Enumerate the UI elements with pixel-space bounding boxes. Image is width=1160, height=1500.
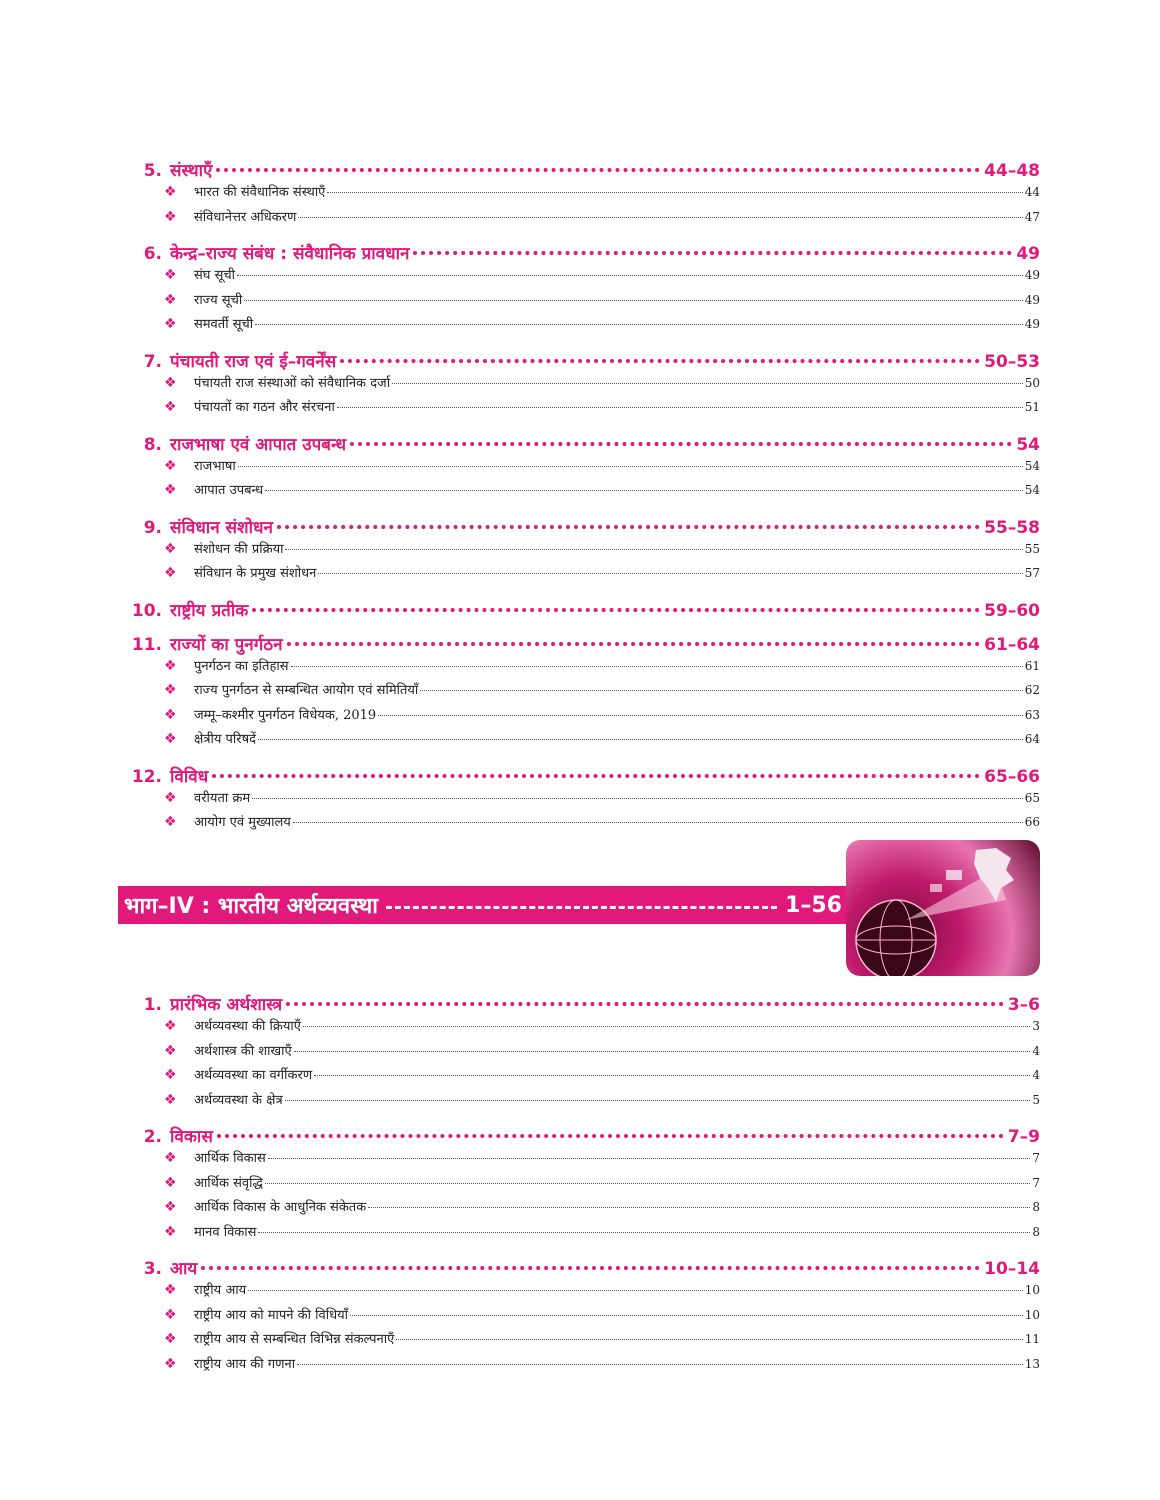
chapter-number: 5. [143, 161, 162, 181]
diamond-bullet-icon: ❖ [164, 184, 177, 200]
leader-dots [392, 383, 1023, 384]
topic-title: राष्ट्रीय आय की गणना [194, 1356, 296, 1372]
leader-dots [237, 275, 1023, 276]
leader-dots [314, 1075, 1030, 1076]
chapter-pages: 3–6 [1007, 995, 1040, 1015]
leader-dots [265, 490, 1023, 491]
leader-dots [258, 1232, 1030, 1233]
diamond-bullet-icon: ❖ [164, 482, 177, 498]
chapter-heading[interactable] [128, 432, 1040, 456]
topic-page: 4 [1032, 1068, 1040, 1082]
chapter-number: 11. [131, 634, 162, 655]
leader-dots [255, 324, 1023, 325]
topic-page: 50 [1024, 375, 1040, 390]
chapter-number: 3. [143, 1259, 162, 1279]
leader-dots [368, 1207, 1030, 1208]
diamond-bullet-icon: ❖ [164, 1282, 177, 1298]
part-pages: 1–56 [785, 892, 842, 918]
chapter-heading[interactable] [128, 241, 1040, 265]
chapter-heading[interactable] [128, 349, 1040, 373]
topic-entry[interactable] [128, 680, 1040, 705]
diamond-bullet-icon: ❖ [164, 814, 177, 830]
leader-dots [244, 300, 1023, 301]
topic-entry[interactable] [128, 1354, 1040, 1379]
diamond-bullet-icon: ❖ [164, 399, 177, 415]
globe-india-map-image [846, 840, 1040, 976]
chapter-number: 10. [131, 600, 162, 621]
topic-entry[interactable] [128, 182, 1040, 207]
topic-page: 64 [1024, 732, 1040, 746]
topic-title: संघ सूची [194, 268, 236, 283]
diamond-bullet-icon: ❖ [164, 316, 177, 332]
topic-title: मानव विकास [194, 1224, 257, 1240]
topic-title: आर्थिक विकास के आधुनिक संकेतक [194, 1200, 367, 1215]
leader-dots [297, 1364, 1023, 1365]
topic-entry[interactable] [128, 456, 1040, 481]
topic-page: 66 [1024, 815, 1040, 829]
chapter-title: संविधान संशोधन [170, 517, 273, 538]
chapter-number: 12. [131, 766, 162, 787]
topic-page: 65 [1024, 790, 1040, 805]
topic-entry[interactable] [128, 290, 1040, 315]
chapter-title: विविध [170, 766, 209, 787]
leader-dots [337, 407, 1023, 408]
topic-title: राजभाषा [194, 458, 236, 474]
chapter-title: राज्यों का पुनर्गठन [170, 634, 283, 655]
leader-dots [212, 774, 980, 778]
topic-entry[interactable] [128, 1305, 1040, 1330]
leader-dots [277, 525, 980, 529]
diamond-bullet-icon: ❖ [164, 706, 177, 723]
chapter-number: 6. [143, 244, 162, 264]
chapter-title: राजभाषा एवं आपात उपबन्ध [170, 434, 347, 455]
topic-page: 51 [1024, 400, 1040, 414]
topic-title: क्षेत्रीय परिषदें [194, 732, 257, 747]
chapter-pages: 54 [1016, 434, 1040, 455]
topic-title: अर्थव्यवस्था की क्रियाएँ [194, 1019, 301, 1034]
topic-entry[interactable] [128, 1222, 1040, 1247]
diamond-bullet-icon: ❖ [164, 1042, 177, 1059]
leader-dots [258, 739, 1023, 740]
toc-section-polity [128, 148, 1040, 837]
topic-entry[interactable] [128, 1065, 1040, 1090]
topic-page: 8 [1032, 1200, 1040, 1214]
diamond-bullet-icon: ❖ [164, 267, 177, 283]
leader-dots [252, 798, 1023, 799]
topic-entry[interactable] [128, 1148, 1040, 1173]
chapter-pages: 65–66 [984, 766, 1040, 787]
leader-dots [350, 1315, 1023, 1316]
chapter-title: राष्ट्रीय प्रतीक [170, 600, 249, 621]
leader-dots [268, 1158, 1031, 1159]
diamond-bullet-icon: ❖ [164, 789, 177, 806]
topic-entry[interactable] [128, 1090, 1040, 1115]
diamond-bullet-icon: ❖ [164, 1199, 177, 1215]
topic-entry[interactable] [128, 1280, 1040, 1305]
leader-dots [238, 466, 1023, 467]
topic-title: संविधानेत्तर अधिकरण [194, 209, 297, 225]
diamond-bullet-icon: ❖ [164, 657, 177, 674]
topic-title: वरीयता क्रम [194, 790, 251, 806]
diamond-bullet-icon: ❖ [164, 374, 177, 391]
chapter-number: 8. [143, 434, 162, 455]
chapter-heading[interactable] [128, 764, 1040, 788]
part-title: भाग–IV : भारतीय अर्थव्यवस्था [124, 894, 378, 919]
topic-entry[interactable] [128, 705, 1040, 730]
chapter-pages: 10–14 [984, 1259, 1040, 1279]
diamond-bullet-icon: ❖ [164, 682, 177, 698]
diamond-bullet-icon: ❖ [164, 1018, 177, 1034]
topic-page: 4 [1032, 1043, 1040, 1058]
topic-page: 55 [1024, 541, 1040, 556]
chapter-heading[interactable] [128, 1124, 1040, 1148]
topic-entry[interactable] [128, 563, 1040, 588]
topic-page: 8 [1032, 1224, 1040, 1239]
topic-page: 57 [1024, 566, 1040, 580]
chapter-pages: 55–58 [984, 517, 1040, 538]
topic-entry[interactable] [128, 1329, 1040, 1354]
topic-title: संविधान के प्रमुख संशोधन [194, 566, 317, 581]
leader-dots [216, 168, 980, 172]
chapter-number: 1. [143, 995, 162, 1015]
topic-title: राष्ट्रीय आय [194, 1283, 247, 1298]
topic-page: 3 [1032, 1019, 1040, 1033]
leader-dots [413, 251, 1012, 255]
chapter-heading[interactable] [128, 1256, 1040, 1280]
topic-page: 49 [1024, 268, 1040, 282]
topic-title: आर्थिक विकास [194, 1151, 266, 1166]
part-heading-band[interactable] [118, 886, 848, 924]
leader-dots [285, 1100, 1031, 1101]
diamond-bullet-icon: ❖ [164, 457, 177, 474]
topic-title: समवर्ती सूची [194, 317, 254, 332]
chapter-heading[interactable] [128, 515, 1040, 539]
leader-dots [265, 1183, 1031, 1184]
diamond-bullet-icon: ❖ [164, 1223, 177, 1240]
topic-title: अर्थव्यवस्था का वर्गीकरण [194, 1068, 313, 1083]
topic-page: 5 [1032, 1092, 1040, 1107]
topic-page: 62 [1024, 683, 1040, 697]
leader-dots [298, 217, 1022, 218]
topic-page: 7 [1032, 1151, 1040, 1165]
topic-page: 47 [1024, 209, 1040, 224]
diamond-bullet-icon: ❖ [164, 1067, 177, 1083]
topic-entry[interactable] [128, 729, 1040, 754]
topic-title: आपात उपबन्ध [194, 483, 264, 498]
topic-title: अर्थशास्त्र की शाखाएँ [194, 1043, 292, 1059]
chapter-title: आय [170, 1259, 198, 1279]
chapter-pages: 49 [1016, 244, 1040, 264]
topic-title: जम्मू–कश्मीर पुनर्गठन विधेयक, 2019 [194, 707, 377, 723]
topic-entry[interactable] [128, 539, 1040, 564]
leader-dots [350, 442, 1012, 446]
topic-title: आयोग एवं मुख्यालय [194, 815, 291, 830]
toc-section-economy [128, 982, 1040, 1378]
topic-entry[interactable] [128, 1197, 1040, 1222]
topic-page: 61 [1024, 658, 1040, 673]
topic-title: राष्ट्रीय आय से सम्बन्धित विभिन्न संकल्पनाएँ [194, 1332, 395, 1347]
diamond-bullet-icon: ❖ [164, 1331, 177, 1347]
leader-dots [327, 192, 1022, 193]
leader-dots [287, 642, 981, 646]
leader-dots [286, 1002, 1004, 1006]
topic-entry[interactable] [128, 480, 1040, 505]
topic-entry[interactable] [128, 1041, 1040, 1066]
topic-title: पंचायतों का गठन और संरचना [194, 400, 335, 415]
leader-dots [201, 1266, 980, 1270]
chapter-heading[interactable] [128, 598, 1040, 622]
chapter-number: 9. [143, 517, 162, 538]
topic-entry[interactable] [128, 1016, 1040, 1041]
diamond-bullet-icon: ❖ [164, 1306, 177, 1323]
topic-page: 10 [1024, 1283, 1040, 1297]
topic-page: 54 [1024, 483, 1040, 497]
diamond-bullet-icon: ❖ [164, 540, 177, 557]
leader-dots [340, 359, 980, 363]
chapter-number: 2. [143, 1127, 162, 1147]
chapter-number: 7. [143, 351, 162, 372]
leader-dots [291, 666, 1023, 667]
topic-page: 10 [1024, 1307, 1040, 1322]
topic-entry[interactable] [128, 265, 1040, 290]
leader-dots [396, 1339, 1022, 1340]
topic-entry[interactable] [128, 1173, 1040, 1198]
topic-entry[interactable] [128, 656, 1040, 681]
topic-page: 11 [1024, 1332, 1040, 1346]
diamond-bullet-icon: ❖ [164, 208, 177, 225]
topic-title: आर्थिक संवृद्धि [194, 1175, 263, 1191]
topic-title: राष्ट्रीय आय को मापने की विधियाँ [194, 1307, 348, 1323]
chapter-heading[interactable] [128, 992, 1040, 1016]
topic-page: 49 [1024, 317, 1040, 331]
chapter-title: संस्थाएँ [170, 161, 213, 181]
topic-title: पंचायती राज संस्थाओं को संवैधानिक दर्जा [194, 375, 391, 391]
topic-title: संशोधन की प्रक्रिया [194, 541, 284, 557]
topic-entry[interactable] [128, 812, 1040, 837]
topic-page: 49 [1024, 292, 1040, 307]
leader-dots [378, 715, 1023, 716]
topic-entry[interactable] [128, 397, 1040, 422]
chapter-heading[interactable] [128, 158, 1040, 182]
topic-entry[interactable] [128, 207, 1040, 232]
diamond-bullet-icon: ❖ [164, 1174, 177, 1191]
leader-dots [318, 573, 1022, 574]
topic-title: राज्य सूची [194, 292, 243, 308]
diamond-bullet-icon: ❖ [164, 1150, 177, 1166]
leader-dots [303, 1026, 1030, 1027]
topic-title: अर्थव्यवस्था के क्षेत्र [194, 1092, 283, 1108]
chapter-pages: 44–48 [984, 161, 1040, 181]
topic-title: पुनर्गठन का इतिहास [194, 658, 289, 674]
leader-dots [293, 822, 1023, 823]
chapter-pages: 50–53 [984, 351, 1040, 372]
topic-entry[interactable] [128, 314, 1040, 339]
topic-page: 54 [1024, 458, 1040, 473]
part-leader-dashes [386, 906, 777, 909]
topic-title: भारत की संवैधानिक संस्थाएँ [194, 185, 326, 200]
topic-page: 13 [1024, 1356, 1040, 1371]
leader-dots [285, 549, 1022, 550]
chapter-title: विकास [170, 1127, 213, 1147]
chapter-pages: 7–9 [1007, 1127, 1040, 1147]
diamond-bullet-icon: ❖ [164, 1355, 177, 1372]
chapter-pages: 59–60 [984, 600, 1040, 621]
topic-entry[interactable] [128, 373, 1040, 398]
topic-page: 63 [1024, 707, 1040, 722]
chapter-heading[interactable] [128, 632, 1040, 656]
leader-dots [420, 690, 1022, 691]
chapter-title: पंचायती राज एवं ई–गवर्नेंस [170, 351, 337, 372]
diamond-bullet-icon: ❖ [164, 291, 177, 308]
chapter-pages: 61–64 [984, 634, 1040, 655]
leader-dots [252, 608, 980, 612]
diamond-bullet-icon: ❖ [164, 731, 177, 747]
diamond-bullet-icon: ❖ [164, 565, 177, 581]
leader-dots [248, 1290, 1023, 1291]
topic-title: राज्य पुनर्गठन से सम्बन्धित आयोग एवं समितियाँ [194, 683, 419, 698]
diamond-bullet-icon: ❖ [164, 1091, 177, 1108]
leader-dots [217, 1134, 1004, 1138]
chapter-title: केन्द्र–राज्य संबंध : संवैधानिक प्रावधान [170, 244, 410, 264]
topic-page: 7 [1032, 1175, 1040, 1190]
topic-entry[interactable] [128, 788, 1040, 813]
topic-page: 44 [1024, 185, 1040, 199]
chapter-title: प्रारंभिक अर्थशास्त्र [170, 995, 283, 1015]
leader-dots [294, 1051, 1031, 1052]
